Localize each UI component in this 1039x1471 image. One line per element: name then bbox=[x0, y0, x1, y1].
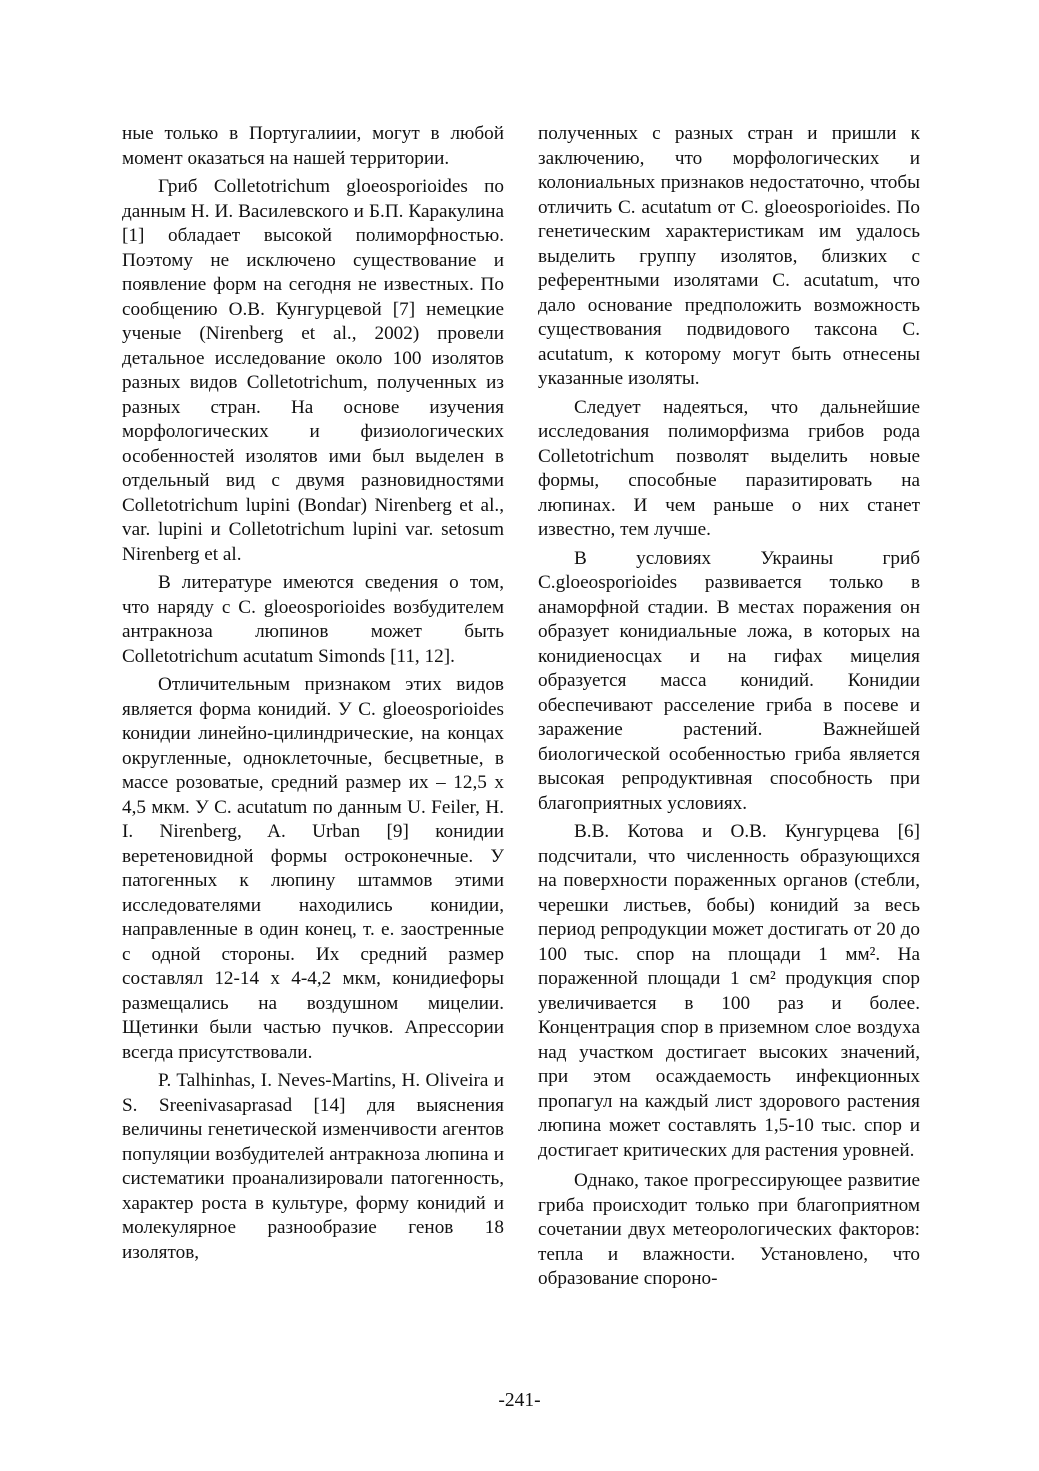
paragraph: Однако, такое прогрессирующее развитие гриба происходит только при благоприятном сочетании двух метеорологических факторов: тепла и влажности. Установлено, что образование спороно- bbox=[538, 1170, 920, 1289]
paragraph: В условиях Украины гриб C.gloeosporioides развивается только в анаморфной стадии. В местах поражения он образует конидиальные ложа, в которых на конидиеносцах и на гифах мицелия образуется масса конидий. Конидии обеспечивают расселение гриба в посеве и заражение растений. Важнейшей биологической особенностью гриба является высокая репродуктивная способность при благоприятных условиях. bbox=[538, 547, 920, 814]
paragraph: Гриб Colletotrichum gloeosporioides по данным Н. И. Василевского и Б.П. Каракулина [1] обладает высокой полиморфностью. Поэтому не исключено существование и появление форм на сегодня не известных. По сообщению О.В. Кунгурцевой [7] немецкие ученые (Nirenberg et al., 2002) провели детальное исследование около 100 изолятов разных видов Colletotrichum, полученных из разных стран. На основе изучения морфологических и физиологических особенностей изолятов ими был выделен в отдельный вид с двумя разновидностями Colletotrichum lupini (Bondar) Nirenberg et al., var. lupini и Colletotrichum lupini var. setosum Nirenberg et al. bbox=[122, 176, 504, 565]
paragraph: В литературе имеются сведения о том, что наряду с C. gloeosporioides возбудителем антракноза люпинов может быть Colletotrichum acutatum Simonds [11, 12]. bbox=[122, 572, 504, 667]
page-number: -241- bbox=[498, 1390, 541, 1411]
paragraph: Следует надеяться, что дальнейшие исследования полиморфизма грибов рода Colletotrichum позволят выделить новые формы, способные паразитировать на люпинах. И чем раньше о них станет известно, тем лучше. bbox=[538, 396, 920, 540]
paragraph: В.В. Котова и О.В. Кунгурцева [6] подсчитали, что численность образующихся на поверхности пораженных органов (стебли, черешки листьев, бобы) конидий за весь период репродукции может достигать от 20 до 100 тыс. спор на площади 1 мм². На пораженной площади 1 см² продукция спор увеличивается в 100 раз и более. Концентрация спор в приземном слое воздуха над участком достигает высоких значений, при этом осаждаемость инфекционных пропагул на каждый лист здорового растения люпина может составлять 1,5-10 тыс. спор и достигает критических для растения уровней. bbox=[538, 821, 920, 1161]
paragraph: P. Talhinhas, I. Neves-Martins, H. Oliveira и S. Sreenivasaprasad [14] для выяснения величины генетической изменчивости агентов популяции возбудителей антракноза люпина и систематики проанализировали патогенность, характер роста в культуре, форму конидий и молекулярное разнообразие генов 18 изолятов, bbox=[122, 1070, 504, 1263]
paragraph: ные только в Португалиии, могут в любой момент оказаться на нашей территории. bbox=[122, 123, 504, 169]
left-column bbox=[122, 122, 504, 1269]
right-column bbox=[538, 122, 920, 1296]
paragraph: полученных с разных стран и пришли к заключению, что морфологических и колониальных признаков недостаточно, чтобы отличить C. acutatum от C. gloeosporioides. По генетическим характеристикам им удалось выделить группу изолятов, близких с референтными изолятами C. acutatum, что дало основание предположить возможность существования подвидового таксона C. acutatum, к которому могут быть отнесены указанные изоляты. bbox=[538, 123, 920, 389]
paragraph: Отличительным признаком этих видов является форма конидий. У C. gloeosporioides конидии линейно-цилиндрические, на концах округленные, одноклеточные, бесцветные, в массе розоватые, средний размер их – 12,5 х 4,5 мкм. У C. acutatum по данным U. Feiler, H. I. Nirenberg, A. Urban [9] конидии веретеновидной формы остроконечные. У патогенных к люпину штаммов этими исследователями находились конидии, направленные в один конец, т. е. заостренные с одной стороны. Их средний размер составлял 12-14 х 4-4,2 мкм, конидиефоры размещались на воздушном мицелии. Щетинки были частью пучков. Апрессории всегда присутствовали. bbox=[122, 674, 504, 1063]
